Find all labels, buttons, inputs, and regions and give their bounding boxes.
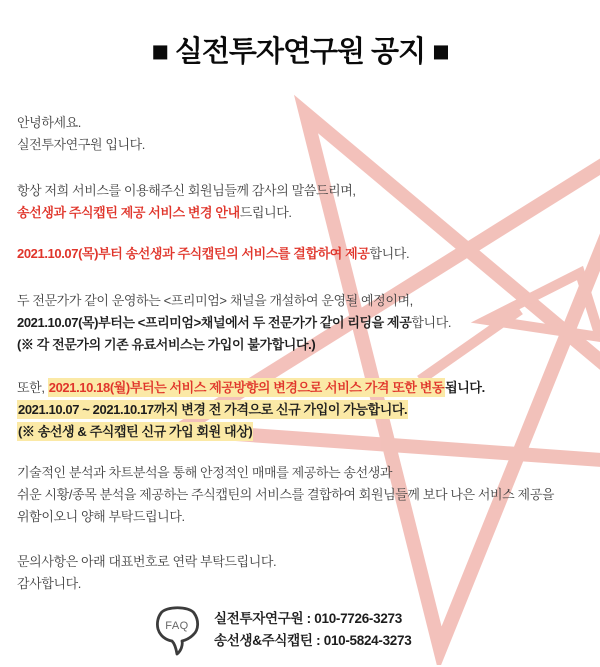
faq-bubble-label: FAQ [165,620,189,632]
closing-line1: 기술적인 분석과 차트분석을 통해 안정적인 매매를 제공하는 송선생과 [17,465,393,480]
intro-line2-rest: 드립니다. [239,205,292,220]
greeting-line2: 실전투자연구원 입니다. [17,137,146,152]
contact-note-paragraph [17,551,583,595]
announce-rest: 합니다. [369,246,410,261]
pricing-prefix: 또한, [17,380,48,395]
contact-note-line1: 문의사항은 아래 대표번호로 연락 부탁드립니다. [17,554,277,569]
pricing-target-note-highlight: (※ 송선생 & 주식캡틴 신규 가입 회원 대상) [18,424,253,439]
intro-paragraph [17,180,583,224]
premium-note: (※ 각 전문가의 기존 유료서비스는 가입이 불가합니다.) [17,337,316,352]
premium-line2-rest: 합니다. [411,315,452,330]
notice-content [0,30,600,657]
intro-line1: 항상 저희 서비스를 이용해주신 회원님들께 감사의 말씀드리며, [17,183,356,198]
greeting-paragraph [17,112,583,156]
premium-channel-paragraph [17,290,583,356]
pricing-change-red-highlight: 2021.10.18(월)부터는 서비스 제공방향의 변경으로 서비스 가격 또한 변동 [48,380,445,395]
faq-bubble-icon [152,603,204,657]
closing-line3: 위함이오니 양해 부탁드립니다. [17,509,185,524]
contact-line-captain: 송선생&주식캡틴 : 010-5824-3273 [214,633,412,648]
closing-paragraph [17,462,583,528]
pricing-paragraph [17,377,583,443]
pricing-window-highlight: 2021.10.07 ~ 2021.10.17까지 변경 전 가격으로 신규 가입이 가능합니다. [18,402,408,417]
contact-numbers [214,608,411,652]
closing-line2: 쉬운 시황/종목 분석을 제공하는 주식캡틴의 서비스를 결합하여 회원님들께 보다 나은 서비스 제공을 [17,487,555,502]
greeting-line1: 안녕하세요. [17,115,82,130]
intro-service-change-red: 송선생과 주식캡틴 제공 서비스 변경 안내 [17,205,240,220]
premium-line1: 두 전문가가 같이 운영하는 <프리미엄> 채널을 개설하여 운영될 예정이며, [17,293,413,308]
footer-contact-block [152,603,583,657]
premium-line2-bold: 2021.10.07(목)부터는 <프리미엄>채널에서 두 전문가가 같이 리딩을 제공 [17,315,412,330]
announce-paragraph [17,243,583,265]
page-title: ■ 실전투자연구원 공지 ■ [151,36,449,68]
announce-date-red: 2021.10.07(목)부터 송선생과 주식캡틴의 서비스를 결합하여 제공 [17,246,370,261]
contact-note-line2: 감사합니다. [17,576,82,591]
pricing-line1-rest: 됩니다. [445,380,485,395]
contact-line-research-center: 실전투자연구원 : 010-7726-3273 [214,611,402,626]
